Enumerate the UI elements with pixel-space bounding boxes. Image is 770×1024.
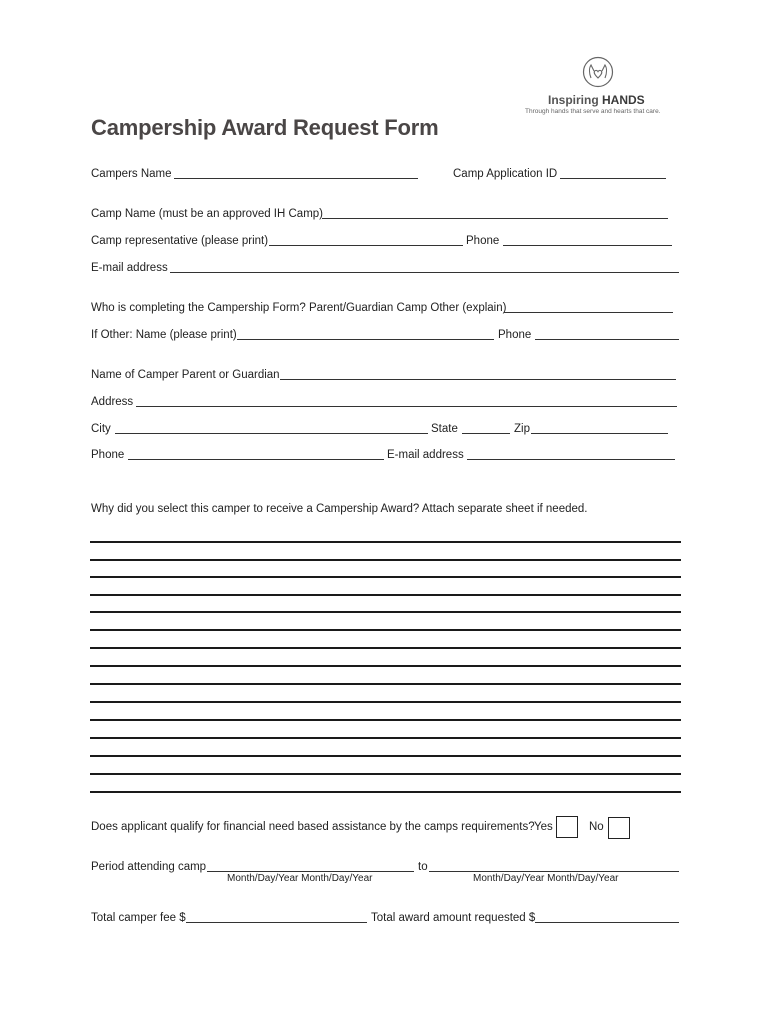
email-field-2[interactable] bbox=[467, 459, 675, 460]
hands-heart-icon bbox=[581, 56, 615, 88]
response-line[interactable] bbox=[90, 719, 681, 721]
response-line[interactable] bbox=[90, 665, 681, 667]
state-field[interactable] bbox=[462, 433, 510, 434]
camp-application-id-label: Camp Application ID bbox=[453, 168, 558, 180]
date-format-hint-end: Month/Day/Year Month/Day/Year bbox=[473, 873, 619, 884]
period-end-field[interactable] bbox=[429, 871, 679, 872]
response-line[interactable] bbox=[90, 629, 681, 631]
camp-name-label: Camp Name (must be an approved IH Camp) bbox=[91, 208, 324, 220]
response-line[interactable] bbox=[90, 647, 681, 649]
camp-name-field[interactable] bbox=[322, 218, 668, 219]
who-completing-label: Who is completing the Campership Form? Parent/Guardian Camp Other (explain) bbox=[91, 302, 507, 314]
response-line[interactable] bbox=[90, 594, 681, 596]
response-line[interactable] bbox=[90, 773, 681, 775]
phone-label-1: Phone bbox=[466, 235, 500, 247]
phone-field-1[interactable] bbox=[503, 245, 672, 246]
city-field[interactable] bbox=[115, 433, 428, 434]
response-line[interactable] bbox=[90, 611, 681, 613]
response-line[interactable] bbox=[90, 755, 681, 757]
parent-guardian-label: Name of Camper Parent or Guardian bbox=[91, 369, 280, 381]
total-award-field[interactable] bbox=[535, 922, 679, 923]
if-other-label: If Other: Name (please print) bbox=[91, 329, 237, 341]
brand-name: Inspiring HANDS bbox=[548, 93, 645, 107]
response-line[interactable] bbox=[90, 791, 681, 793]
state-label: State bbox=[431, 423, 458, 435]
yes-checkbox[interactable] bbox=[556, 816, 578, 838]
address-field[interactable] bbox=[136, 406, 677, 407]
brand-tagline: Through hands that serve and hearts that care. bbox=[525, 108, 661, 115]
email-label-1: E-mail address bbox=[91, 262, 168, 274]
response-line[interactable] bbox=[90, 737, 681, 739]
who-completing-field[interactable] bbox=[504, 312, 673, 313]
phone-label-3: Phone bbox=[91, 449, 125, 461]
zip-label: Zip bbox=[514, 423, 530, 435]
parent-guardian-field[interactable] bbox=[280, 379, 676, 380]
why-select-label: Why did you select this camper to receive a Campership Award? Attach separate sheet if needed. bbox=[91, 503, 588, 515]
campers-name-label: Campers Name bbox=[91, 168, 172, 180]
total-camper-fee-label: Total camper fee $ bbox=[91, 912, 186, 924]
qualify-question: Does applicant qualify for financial need based assistance by the camps requirements? bbox=[91, 821, 535, 833]
date-format-hint-start: Month/Day/Year Month/Day/Year bbox=[227, 873, 373, 884]
camp-representative-field[interactable] bbox=[269, 245, 463, 246]
city-label: City bbox=[91, 423, 111, 435]
if-other-name-field[interactable] bbox=[237, 339, 494, 340]
campers-name-field[interactable] bbox=[174, 178, 418, 179]
email-label-2: E-mail address bbox=[387, 449, 464, 461]
no-checkbox[interactable] bbox=[608, 817, 630, 839]
total-camper-fee-field[interactable] bbox=[186, 922, 367, 923]
zip-field[interactable] bbox=[531, 433, 668, 434]
period-start-field[interactable] bbox=[207, 871, 414, 872]
email-field-1[interactable] bbox=[170, 272, 679, 273]
camp-representative-label: Camp representative (please print) bbox=[91, 235, 269, 247]
phone-label-2: Phone bbox=[498, 329, 532, 341]
to-label: to bbox=[418, 861, 428, 873]
period-attending-label: Period attending camp bbox=[91, 861, 207, 873]
total-award-label: Total award amount requested $ bbox=[371, 912, 536, 924]
response-line[interactable] bbox=[90, 576, 681, 578]
page-title: Campership Award Request Form bbox=[91, 115, 439, 140]
response-line[interactable] bbox=[90, 701, 681, 703]
yes-label: Yes bbox=[534, 821, 553, 833]
response-line[interactable] bbox=[90, 683, 681, 685]
no-label: No bbox=[589, 821, 604, 833]
phone-field-2[interactable] bbox=[535, 339, 679, 340]
response-line[interactable] bbox=[90, 541, 681, 543]
response-line[interactable] bbox=[90, 559, 681, 561]
camp-application-id-field[interactable] bbox=[560, 178, 666, 179]
phone-field-3[interactable] bbox=[128, 459, 384, 460]
address-label: Address bbox=[91, 396, 134, 408]
